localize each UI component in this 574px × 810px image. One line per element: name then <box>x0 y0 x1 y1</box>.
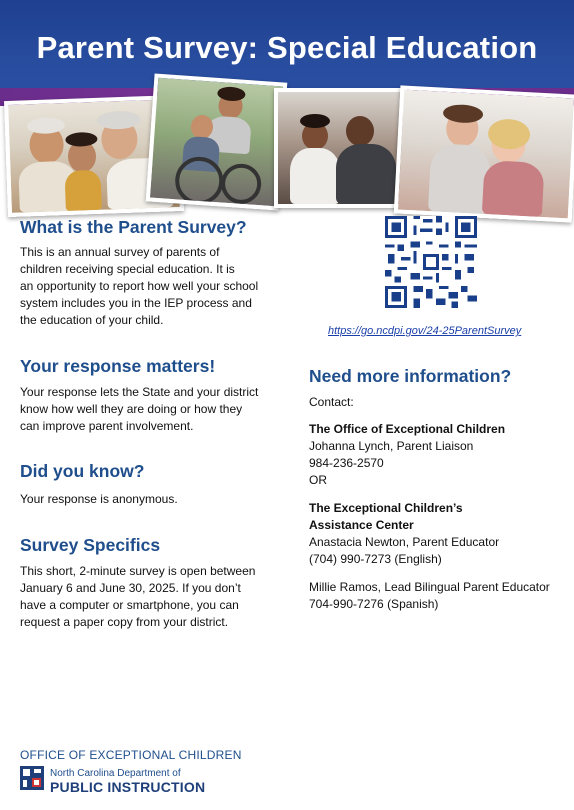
page-title: Parent Survey: Special Education <box>36 30 538 65</box>
qr-code-icon[interactable] <box>385 216 477 308</box>
footer-department: North Carolina Department of <box>50 768 181 779</box>
survey-specifics-text: This short, 2-minute survey is open between January 6 and June 30, 2025. If you don’t have a computer or smartphone, you can request a paper copy from your district. <box>20 564 256 629</box>
contact-label: Contact: <box>309 395 354 409</box>
family-photo-wheelchair <box>146 74 288 211</box>
heading-did-you-know: Did you know? <box>20 461 145 481</box>
survey-link[interactable]: https://go.ncdpi.gov/24-25ParentSurvey <box>328 325 522 337</box>
heading-response-matters: Your response matters! <box>20 356 216 376</box>
heading-need-more-info: Need more information? <box>309 366 512 386</box>
assistance-center-block: The Exceptional Children’s Assistance Center Anastacia Newton, Parent Educator (704) 990-7273 (English) <box>309 501 500 566</box>
bilingual-contact-block: Millie Ramos, Lead Bilingual Parent Educator 704-990-7276 (Spanish) <box>309 580 550 611</box>
footer-public-instruction: PUBLIC INSTRUCTION <box>50 779 206 795</box>
footer-office-name: OFFICE OF EXCEPTIONAL CHILDREN <box>20 748 242 762</box>
did-you-know-text: Your response is anonymous. <box>20 492 178 506</box>
family-photo-father-son <box>274 88 407 208</box>
heading-survey-specifics: Survey Specifics <box>20 535 161 555</box>
what-is-survey-text: This is an annual survey of parents of children receiving special education. It is an opportunity to report how well your school system includes you in the IEP process and the education of your child. <box>20 245 259 327</box>
heading-what-is-survey: What is the Parent Survey? <box>20 217 247 237</box>
response-matters-text: Your response lets the State and your district know how well they are doing or how they can improve parent involvement. <box>20 385 259 433</box>
office-contact-block: The Office of Exceptional Children Johanna Lynch, Parent Liaison 984-236-2570 OR <box>309 422 506 487</box>
family-photo-mother-daughter <box>394 85 574 222</box>
state-logo-icon <box>20 766 44 790</box>
